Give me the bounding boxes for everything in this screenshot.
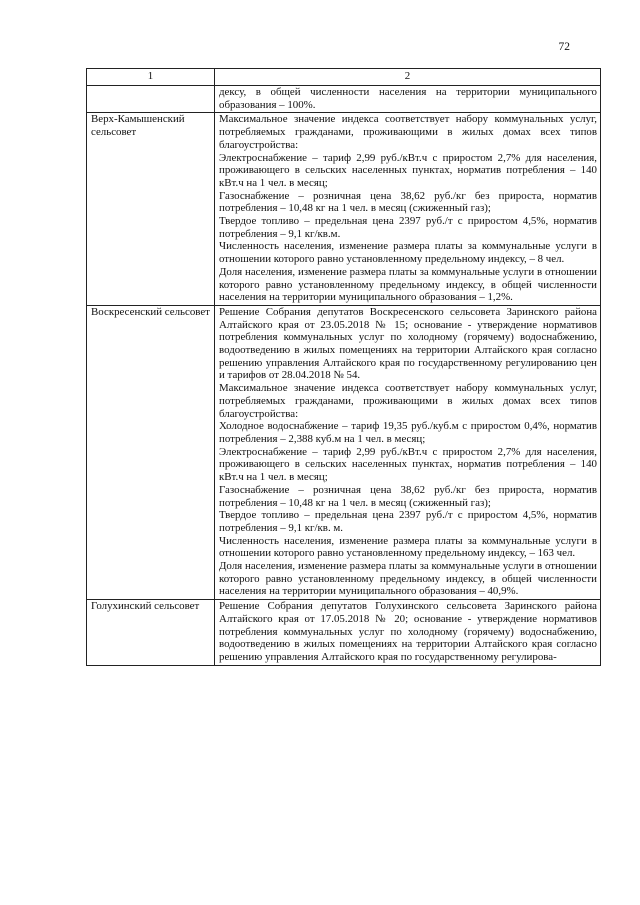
paragraph: Газоснабжение – розничная цена 38,62 руб./кг без прироста, норматив потребления – 10,48 кг на 1 чел. в месяц (сжиженный газ); bbox=[219, 189, 597, 215]
paragraph: Решение Собрания депутатов Воскресенского сельсовета Заринского района Алтайского края от 23.05.2018 № 15; основание - утверждение нормативов потребления коммунальных услуг по холодному (горячему) водоснабжению, водоотведению в жилых помещениях на территории Алтайского края согласно решению управления Алтайского края по государственному регулированию цен и тарифов от 28.04.2018 № 54. bbox=[219, 305, 597, 382]
municipality-table bbox=[86, 68, 601, 666]
paragraph: Газоснабжение – розничная цена 38,62 руб./кг без прироста, норматив потребления – 10,48 кг на 1 чел. в месяц (сжиженный газ); bbox=[219, 483, 597, 509]
paragraph: Максимальное значение индекса соответствует набору коммунальных услуг, потребляемых гражданами, проживающими в жилых домах всех типов благоустройства: bbox=[219, 382, 597, 420]
paragraph: Твердое топливо – предельная цена 2397 руб./т с приростом 4,5%, норматив потребления – 9,1 кг/кв. м. bbox=[219, 509, 597, 534]
table-row bbox=[87, 600, 601, 666]
paragraph: Решение Собрания депутатов Голухинского сельсовета Заринского района Алтайского края от 17.05.2018 № 20; основание - утверждение нормативов потребления коммунальных услуг по холодному (горячему) водоснабжению, водоотведению в жилых помещениях на территории Алтайского края согласно решению управления Алтайского края по государственному регулирова- bbox=[219, 600, 597, 663]
paragraph: Твердое топливо – предельная цена 2397 руб./т с приростом 4,5%, норматив потребления – 9,1 кг/кв.м. bbox=[219, 215, 597, 240]
paragraph: Численность населения, изменение размера платы за коммунальные услуги в отношении которого равно установленному предельному индексу, – 8 чел. bbox=[219, 240, 597, 266]
table-row bbox=[87, 113, 601, 306]
paragraph: Электроснабжение – тариф 2,99 руб./кВт.ч с приростом 2,7% для населения, проживающего в сельских населенных пунктах, норматив потребления – 140 кВт.ч на 1 чел. в месяц; bbox=[219, 151, 597, 189]
paragraph: Численность населения, изменение размера платы за коммунальные услуги в отношении которого равно установленному предельному индексу, – 163 чел. bbox=[219, 534, 597, 560]
page-number: 72 bbox=[558, 41, 570, 53]
paragraph: Холодное водоснабжение – тариф 19,35 руб./куб.м с приростом 0,4%, норматив потребления – 2,388 куб.м на 1 чел. в месяц; bbox=[219, 420, 597, 445]
municipality-name: Голухинский сельсовет bbox=[87, 600, 215, 666]
paragraph: Электроснабжение – тариф 2,99 руб./кВт.ч с приростом 2,7% для населения, проживающего в сельских населенных пунктах, норматив потребления – 140 кВт.ч на 1 чел. в месяц; bbox=[219, 445, 597, 484]
column-header-1: 1 bbox=[87, 69, 215, 86]
description-cell bbox=[215, 305, 601, 599]
paragraph: Максимальное значение индекса соответствует набору коммунальных услуг, потребляемых гражданами, проживающими в жилых домах всех типов благоустройства: bbox=[219, 113, 597, 151]
table-header-row bbox=[87, 69, 601, 86]
municipality-name: Верх-Камышенский сельсовет bbox=[87, 113, 215, 306]
table-row bbox=[87, 305, 601, 599]
municipality-name: Воскресенский сельсовет bbox=[87, 305, 215, 599]
description-cell bbox=[215, 113, 601, 306]
description-cell bbox=[215, 600, 601, 666]
paragraph: Доля населения, изменение размера платы за коммунальные услуги в отношении которого равно установленному предельному индексу, в общей численности населения на территории муниципального образования – 40,9%. bbox=[219, 560, 597, 598]
column-header-2: 2 bbox=[215, 69, 601, 86]
empty-cell bbox=[87, 86, 215, 113]
paragraph: Доля населения, изменение размера платы за коммунальные услуги в отношении которого равно установленному предельному индексу, в общей численности населения на территории муниципального образования – 1,2%. bbox=[219, 265, 597, 304]
continuation-text: дексу, в общей численности населения на территории муниципального образования – 100%. bbox=[215, 86, 601, 113]
table-row-continuation bbox=[87, 86, 601, 113]
